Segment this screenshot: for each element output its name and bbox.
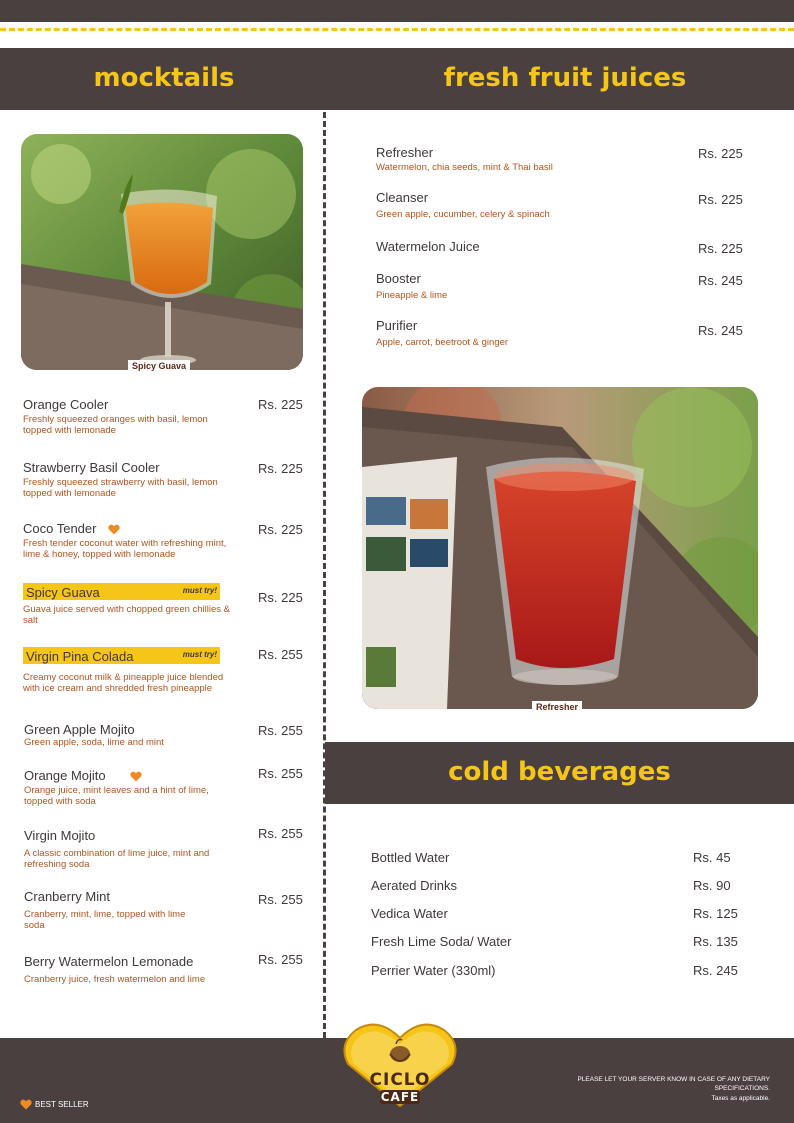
item-desc: Green apple, cucumber, celery & spinach	[376, 209, 550, 220]
item-desc: Cranberry juice, fresh watermelon and lime	[24, 974, 206, 985]
item-price: Rs. 255	[258, 647, 303, 662]
cold-item-price: Rs. 90	[693, 878, 731, 893]
item-desc: Freshly squeezed oranges with basil, lemon topped with lemonade	[23, 414, 208, 436]
item-price: Rs. 255	[258, 826, 303, 841]
item-desc: Freshly squeezed strawberry with basil, lemon topped with lemonade	[23, 477, 218, 499]
cold-beverages-title: cold beverages	[448, 757, 671, 787]
header-band	[0, 48, 794, 110]
item-desc: Pineapple & lime	[376, 290, 448, 301]
item-desc: Watermelon, chia seeds, mint & Thai basil	[376, 162, 553, 173]
item-name: Coco Tender	[23, 521, 97, 536]
logo-text-top: CICLO	[369, 1070, 431, 1090]
item-name: Booster	[376, 271, 421, 286]
refresher-caption: Refresher	[532, 701, 582, 713]
item-name: Purifier	[376, 318, 418, 333]
mocktail-item-cranberry-mint	[24, 889, 204, 931]
heart-icon	[108, 524, 120, 535]
item-name: Orange Cooler	[23, 397, 109, 412]
item-price: Rs. 255	[258, 952, 303, 967]
item-price: Rs. 255	[258, 892, 303, 907]
cold-item-name: Perrier Water (330ml)	[371, 963, 496, 978]
juice-item-booster	[376, 271, 656, 301]
refresher-photo	[362, 387, 758, 709]
cold-item-name: Bottled Water	[371, 850, 450, 865]
mocktail-item-orange-cooler	[23, 397, 233, 436]
juice-item-refresher	[376, 145, 656, 173]
spicy-guava-caption: Spicy Guava	[128, 360, 190, 372]
top-dashed-line	[0, 28, 794, 31]
dietary-note: PLEASE LET YOUR SERVER KNOW IN CASE OF ANY DIETARY SPECIFICATIONS.	[577, 1076, 770, 1092]
item-name: Watermelon Juice	[376, 239, 480, 254]
must-try-highlight	[23, 647, 220, 664]
item-desc: Fresh tender coconut water with refreshing mint, lime & honey, topped with lemonade	[23, 538, 227, 560]
cold-beverages-band	[325, 742, 794, 804]
item-price: Rs. 225	[698, 146, 743, 161]
item-price: Rs. 225	[698, 241, 743, 256]
cold-item-price: Rs. 245	[693, 963, 738, 978]
item-name: Cranberry Mint	[24, 889, 110, 904]
item-price: Rs. 245	[698, 273, 743, 288]
logo-text-bottom: CAFE	[380, 1090, 420, 1104]
cold-item-price: Rs. 125	[693, 906, 738, 921]
mocktail-item-spicy-guava	[23, 583, 233, 626]
ciclo-cafe-logo	[340, 1020, 460, 1110]
cold-item-price: Rs. 45	[693, 850, 731, 865]
item-price: Rs. 245	[698, 323, 743, 338]
legend-label: BEST SELLER	[35, 1100, 89, 1109]
cold-item-name: Fresh Lime Soda/ Water	[371, 934, 512, 949]
must-try-highlight	[23, 583, 220, 600]
mocktail-item-strawberry-basil-cooler	[23, 460, 223, 499]
item-name: Orange Mojito	[24, 768, 106, 783]
must-try-tag: must try!	[182, 650, 217, 659]
cold-item-name: Vedica Water	[371, 906, 448, 921]
item-price: Rs. 255	[258, 723, 303, 738]
item-name: Refresher	[376, 145, 434, 160]
spicy-guava-photo	[21, 134, 303, 370]
item-desc: Guava juice served with chopped green chillies & salt	[23, 604, 231, 626]
heart-icon	[130, 771, 142, 782]
item-desc: A classic combination of lime juice, mint and refreshing soda	[24, 848, 210, 870]
item-name: Green Apple Mojito	[24, 722, 135, 737]
mocktail-item-virgin-mojito	[24, 828, 224, 870]
item-name: Strawberry Basil Cooler	[23, 460, 160, 475]
mocktails-title: mocktails	[93, 63, 235, 93]
mocktail-item-green-apple-mojito	[24, 722, 234, 748]
heart-icon	[20, 1099, 32, 1110]
item-price: Rs. 225	[258, 590, 303, 605]
item-desc: Green apple, soda, lime and mint	[24, 737, 164, 748]
item-desc: Creamy coconut milk & pineapple juice blended with ice cream and shredded fresh pineapple	[23, 672, 224, 694]
item-name: Virgin Mojito	[24, 828, 96, 843]
mocktail-item-virgin-pina-colada	[23, 647, 233, 694]
cold-item-price: Rs. 135	[693, 934, 738, 949]
cold-item-name: Aerated Drinks	[371, 878, 457, 893]
tax-note: Taxes as applicable.	[711, 1095, 770, 1102]
item-name: Virgin Pina Colada	[26, 649, 134, 664]
best-seller-legend	[20, 1099, 89, 1110]
item-desc: Apple, carrot, beetroot & ginger	[376, 337, 509, 348]
must-try-tag: must try!	[182, 586, 217, 595]
item-name: Spicy Guava	[26, 585, 100, 600]
top-bar	[0, 0, 794, 22]
mocktail-item-coco-tender	[23, 521, 233, 560]
item-price: Rs. 225	[258, 522, 303, 537]
item-price: Rs. 225	[258, 461, 303, 476]
mocktail-item-orange-mojito	[24, 768, 239, 807]
juice-item-purifier	[376, 318, 656, 348]
juice-item-cleanser	[376, 190, 656, 220]
item-name: Cleanser	[376, 190, 429, 205]
juices-title: fresh fruit juices	[443, 63, 687, 93]
item-desc: Cranberry, mint, lime, topped with lime soda	[24, 909, 186, 931]
item-desc: Orange juice, mint leaves and a hint of lime, topped with soda	[24, 785, 209, 807]
item-price: Rs. 255	[258, 766, 303, 781]
item-price: Rs. 225	[698, 192, 743, 207]
mocktail-item-berry-watermelon-lemonade	[24, 954, 254, 985]
juice-item-watermelon-juice	[376, 239, 656, 254]
item-price: Rs. 225	[258, 397, 303, 412]
column-divider	[323, 112, 326, 1038]
item-name: Berry Watermelon Lemonade	[24, 954, 194, 969]
